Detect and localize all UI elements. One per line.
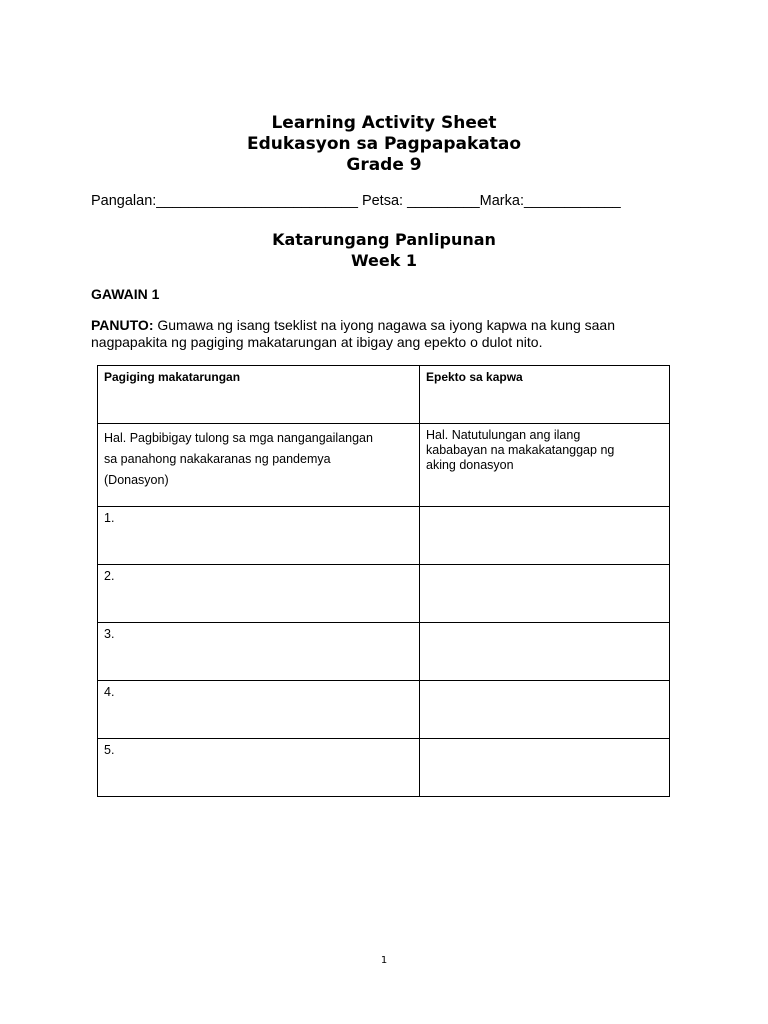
instructions: [91, 317, 691, 351]
example-effect-line: aking donasyon: [426, 458, 514, 472]
table-row: [98, 565, 670, 623]
entry-cell-effect[interactable]: [420, 565, 670, 623]
header-pagiging-makatarungan: Pagiging makatarungan: [98, 366, 420, 424]
page-number: 1: [380, 955, 388, 966]
entry-cell-action[interactable]: 2.: [98, 565, 420, 623]
entry-cell-action[interactable]: 4.: [98, 681, 420, 739]
activity-label: GAWAIN 1: [91, 286, 160, 302]
example-action-line: (Donasyon): [104, 473, 169, 487]
lesson-topic: Katarungang Panlipunan: [272, 230, 496, 249]
table-row: [98, 623, 670, 681]
instructions-label: PANUTO:: [91, 317, 154, 333]
example-cell-action: [98, 424, 420, 507]
entry-cell-action[interactable]: 3.: [98, 623, 420, 681]
entry-cell-effect[interactable]: [420, 681, 670, 739]
sheet-title: Learning Activity Sheet: [271, 113, 497, 133]
header-epekto-sa-kapwa: Epekto sa kapwa: [420, 366, 670, 424]
entry-cell-effect[interactable]: [420, 739, 670, 797]
lesson-header: [0, 229, 768, 271]
entry-cell-effect[interactable]: [420, 507, 670, 565]
document-header: [0, 113, 768, 176]
example-effect-line: kababayan na makakatanggap ng: [426, 443, 615, 457]
subject-title: Edukasyon sa Pagpapakatao: [246, 134, 522, 154]
grade-title: Grade 9: [346, 155, 422, 175]
entry-cell-action[interactable]: 5.: [98, 739, 420, 797]
example-action-line: Hal. Pagbibigay tulong sa mga nangangailangan: [104, 431, 373, 445]
table-row: [98, 739, 670, 797]
lesson-week: Week 1: [350, 251, 418, 270]
example-cell-effect: [420, 424, 670, 507]
instructions-text: Gumawa ng isang tseklist na iyong nagawa sa iyong kapwa na kung saan nagpapakita ng pagiging makatarungan at ibigay ang epekto o dulot nito.: [91, 317, 615, 350]
example-row: [98, 424, 670, 507]
student-info-line: Pangalan:_________________________ Petsa: _________Marka:____________: [91, 193, 621, 209]
entry-cell-effect[interactable]: [420, 623, 670, 681]
activity-table: [97, 365, 670, 797]
example-action-line: sa panahong nakakaranas ng pandemya: [104, 452, 331, 466]
table-row: [98, 507, 670, 565]
table-row: [98, 681, 670, 739]
entry-cell-action[interactable]: 1.: [98, 507, 420, 565]
example-effect-line: Hal. Natutulungan ang ilang: [426, 428, 581, 442]
table-header-row: [98, 366, 670, 424]
